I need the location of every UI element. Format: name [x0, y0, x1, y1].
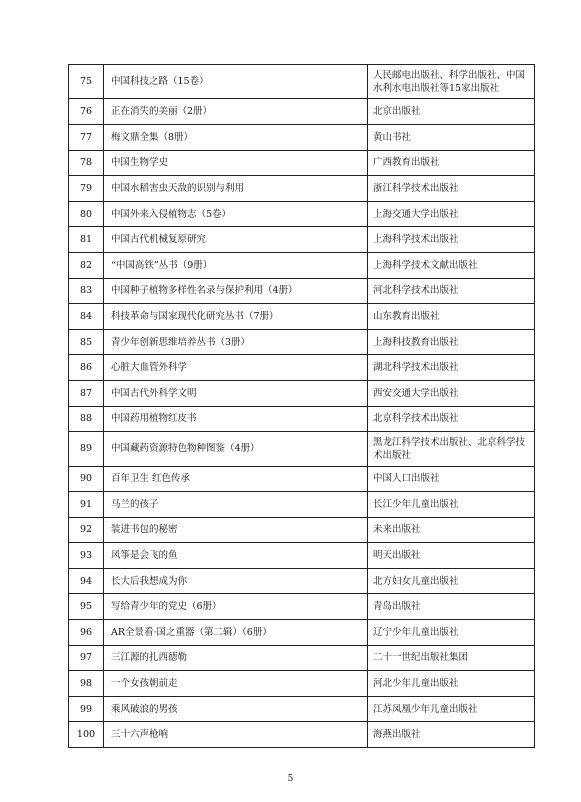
publisher: 湖北科学技术出版社	[368, 355, 535, 381]
book-title: 中国生物学史	[104, 150, 368, 176]
table-row	[69, 99, 535, 125]
table-row	[69, 620, 535, 646]
row-number: 99	[69, 696, 104, 722]
table-row	[69, 594, 535, 620]
book-title: 三十六声枪响	[104, 722, 368, 748]
publisher: 中国人口出版社	[368, 466, 535, 492]
book-title: 中国藏药资源特色物种图鉴（4册）	[104, 432, 368, 466]
book-title: 中国外来入侵植物志（5卷）	[104, 201, 368, 227]
book-title: 乘风破浪的男孩	[104, 696, 368, 722]
row-number: 84	[69, 304, 104, 330]
book-title: 中国科技之路（15卷）	[104, 65, 368, 99]
page-number: 5	[287, 774, 294, 784]
row-number: 80	[69, 201, 104, 227]
publisher: 黑龙江科学技术出版社、北京科学技术出版社	[368, 432, 535, 466]
table-row	[69, 355, 535, 381]
book-title: 中国水稻害虫天敌的识别与利用	[104, 176, 368, 202]
publisher: 长江少年儿童出版社	[368, 492, 535, 518]
publisher: 二十一世纪出版社集团	[368, 645, 535, 671]
table-row	[69, 278, 535, 304]
row-number: 94	[69, 568, 104, 594]
row-number: 95	[69, 594, 104, 620]
publisher: 青岛出版社	[368, 594, 535, 620]
book-title: 心脏大血管外科学	[104, 355, 368, 381]
table-row	[69, 432, 535, 466]
publisher: 上海科技教育出版社	[368, 329, 535, 355]
book-title: 一个女孩朝前走	[104, 671, 368, 697]
row-number: 90	[69, 466, 104, 492]
row-number: 89	[69, 432, 104, 466]
table-row	[69, 329, 535, 355]
book-title: 写给青少年的党史（6册）	[104, 594, 368, 620]
book-title: 中国古代外科学文明	[104, 380, 368, 406]
publisher: 北京科学技术出版社	[368, 406, 535, 432]
table-row	[69, 176, 535, 202]
publisher: 河北科学技术出版社	[368, 278, 535, 304]
book-title: “中国高铁”丛书（9册）	[104, 252, 368, 278]
book-title: 长大后我想成为你	[104, 568, 368, 594]
book-title: AR全景看·国之重器（第二辑）（6册）	[104, 620, 368, 646]
row-number: 83	[69, 278, 104, 304]
book-title: 青少年创新思维培养丛书（3册）	[104, 329, 368, 355]
table-row	[69, 150, 535, 176]
row-number: 92	[69, 517, 104, 543]
table-row	[69, 380, 535, 406]
book-title: 装进书包的秘密	[104, 517, 368, 543]
table-row	[69, 722, 535, 748]
row-number: 93	[69, 543, 104, 569]
row-number: 75	[69, 65, 104, 99]
table-row	[69, 696, 535, 722]
row-number: 77	[69, 124, 104, 150]
book-title: 正在消失的美丽（2册）	[104, 99, 368, 125]
table-row	[69, 304, 535, 330]
row-number: 100	[69, 722, 104, 748]
table-row	[69, 568, 535, 594]
row-number: 81	[69, 227, 104, 253]
row-number: 82	[69, 252, 104, 278]
publisher: 浙江科学技术出版社	[368, 176, 535, 202]
table-row	[69, 65, 535, 99]
row-number: 91	[69, 492, 104, 518]
publisher: 河北少年儿童出版社	[368, 671, 535, 697]
row-number: 85	[69, 329, 104, 355]
publisher: 人民邮电出版社、科学出版社、中国水利水电出版社等15家出版社	[368, 65, 535, 99]
book-list-body	[69, 65, 535, 748]
row-number: 79	[69, 176, 104, 202]
book-title: 马兰的孩子	[104, 492, 368, 518]
table-row	[69, 543, 535, 569]
table-row	[69, 671, 535, 697]
book-title: 中国古代机械复原研究	[104, 227, 368, 253]
row-number: 86	[69, 355, 104, 381]
table-row	[69, 466, 535, 492]
publisher: 海燕出版社	[368, 722, 535, 748]
publisher: 上海科学技术出版社	[368, 227, 535, 253]
book-title: 风筝是会飞的鱼	[104, 543, 368, 569]
publisher: 明天出版社	[368, 543, 535, 569]
table-row	[69, 227, 535, 253]
row-number: 88	[69, 406, 104, 432]
book-title: 科技革命与国家现代化研究丛书（7册）	[104, 304, 368, 330]
publisher: 黄山书社	[368, 124, 535, 150]
publisher: 上海科学技术文献出版社	[368, 252, 535, 278]
book-title: 百年卫生 红色传承	[104, 466, 368, 492]
book-title: 中国药用植物红皮书	[104, 406, 368, 432]
table-row	[69, 492, 535, 518]
publisher: 北方妇女儿童出版社	[368, 568, 535, 594]
book-list-table	[68, 64, 535, 748]
row-number: 96	[69, 620, 104, 646]
book-title: 梅文鼎全集（8册）	[104, 124, 368, 150]
publisher: 北京出版社	[368, 99, 535, 125]
table-row	[69, 645, 535, 671]
row-number: 98	[69, 671, 104, 697]
table-row	[69, 201, 535, 227]
publisher: 西安交通大学出版社	[368, 380, 535, 406]
table-row	[69, 406, 535, 432]
publisher: 上海交通大学出版社	[368, 201, 535, 227]
table-row	[69, 517, 535, 543]
book-title: 中国种子植物多样性名录与保护利用（4册）	[104, 278, 368, 304]
publisher: 山东教育出版社	[368, 304, 535, 330]
row-number: 97	[69, 645, 104, 671]
publisher: 未来出版社	[368, 517, 535, 543]
publisher: 辽宁少年儿童出版社	[368, 620, 535, 646]
row-number: 76	[69, 99, 104, 125]
row-number: 78	[69, 150, 104, 176]
table-row	[69, 124, 535, 150]
table-row	[69, 252, 535, 278]
book-title: 三江源的扎西德勒	[104, 645, 368, 671]
publisher: 江苏凤凰少年儿童出版社	[368, 696, 535, 722]
publisher: 广西教育出版社	[368, 150, 535, 176]
row-number: 87	[69, 380, 104, 406]
